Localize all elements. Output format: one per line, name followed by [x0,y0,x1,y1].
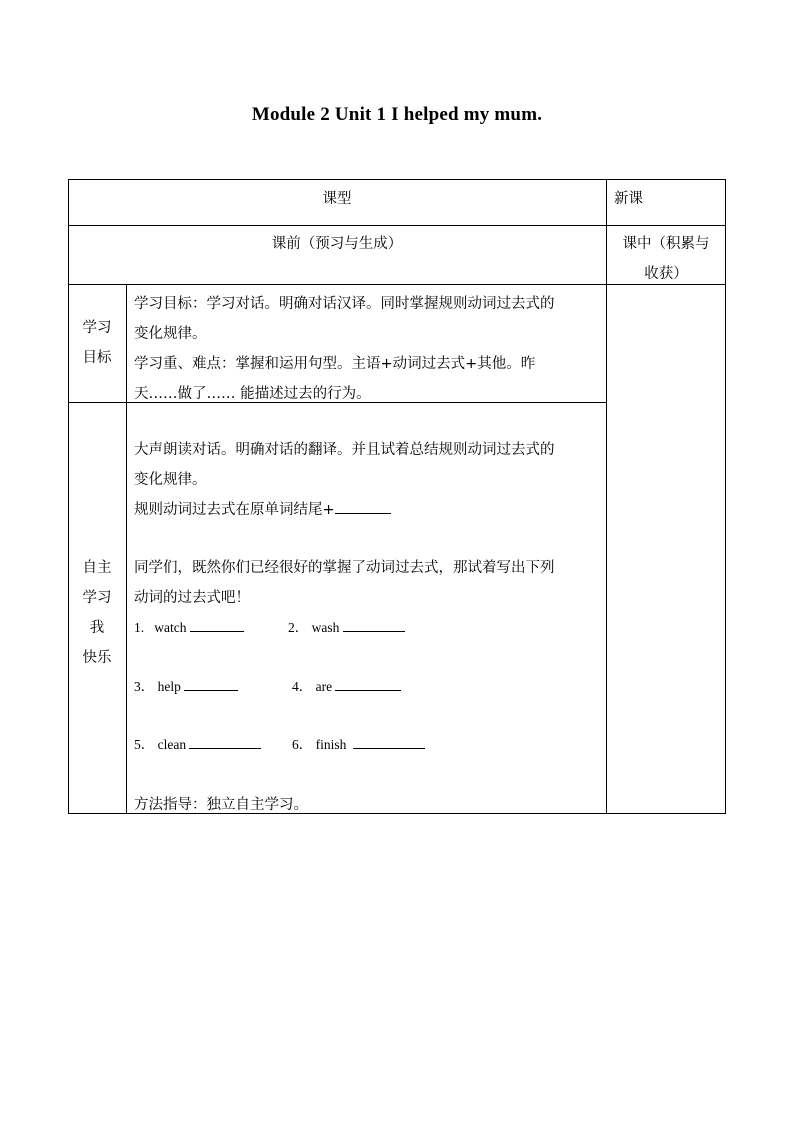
exercise-word: finish [315,737,347,752]
exercise-word: help [157,679,181,694]
in-class-label-line2: 收获） [644,266,688,282]
exercise-number: 6． [292,737,313,752]
self-study-label-line3: 我 [89,620,105,636]
intro-line: 变化规律。 [134,472,207,488]
answer-blank[interactable] [184,676,238,691]
goals-line: 变化规律。 [134,326,207,342]
exercise-number: 5． [134,737,155,752]
prompt-line: 动词的过去式吧！ [134,590,250,606]
in-class-label-line1: 课中（积累与 [622,236,710,252]
document-title: Module 2 Unit 1 I helped my mum. [251,104,543,125]
goals-line: 学习重、难点：掌握和运用句型。主语+动词过去式+其他。昨 [134,356,536,372]
exercise-number: 3． [134,679,155,694]
type-value: 新课 [614,191,643,207]
answer-blank[interactable] [335,499,391,514]
rule-text: 规则动词过去式在原单词结尾+ [134,502,335,518]
table-border-right [725,179,726,814]
table-col-divider [126,284,127,814]
goals-label-line2: 目标 [82,350,112,366]
type-label-cell [68,184,606,214]
table-row-divider [68,225,726,226]
answer-blank[interactable] [190,617,244,632]
goals-content-cell [134,289,604,409]
answer-blank[interactable] [343,617,405,632]
method-text: 方法指导：独立自主学习。 [134,797,308,813]
goals-line: 学习目标：学习对话。明确对话汉译。同时掌握规则动词过去式的 [134,296,555,312]
table-border-left [68,179,69,814]
goals-label-cell [68,313,126,373]
self-study-label-cell [68,553,126,673]
exercise-item [292,672,401,702]
table-border-top [68,179,726,180]
exercise-word: wash [311,620,340,635]
exercise-word: are [315,679,333,694]
lesson-plan-table [68,179,726,814]
exercise-item [134,672,238,702]
answer-blank[interactable] [335,676,401,691]
self-study-label-line2: 学习 [82,590,112,606]
exercise-item [288,613,405,643]
self-study-label-line1: 自主 [82,560,112,576]
exercise-item [134,613,244,643]
pre-class-label: 课前（预习与生成） [271,236,403,252]
rule-line [134,495,604,525]
exercise-number: 2． [288,620,309,635]
exercise-item [292,730,425,760]
exercise-word: clean [157,737,187,752]
answer-blank[interactable] [353,734,425,749]
intro-line: 大声朗读对话。明确对话的翻译。并且试着总结规则动词过去式的 [134,442,555,458]
exercise-word: watch [154,620,187,635]
prompt-block [134,553,604,613]
type-value-cell [614,184,724,214]
method-line [134,790,604,820]
type-label: 课型 [322,191,352,207]
exercise-number: 1. [134,620,145,635]
self-study-label-line4: 快乐 [82,650,112,666]
goals-line: 天……做了…… 能描述过去的行为。 [134,386,371,402]
prompt-line: 同学们，既然你们已经很好的掌握了动词过去式，那试着写出下列 [134,560,555,576]
goals-label-line1: 学习 [82,320,112,336]
exercise-number: 4． [292,679,313,694]
answer-blank[interactable] [189,734,261,749]
in-class-cell [607,229,725,289]
pre-class-cell [68,229,606,259]
self-study-content-cell [134,435,604,525]
exercise-item [134,730,261,760]
